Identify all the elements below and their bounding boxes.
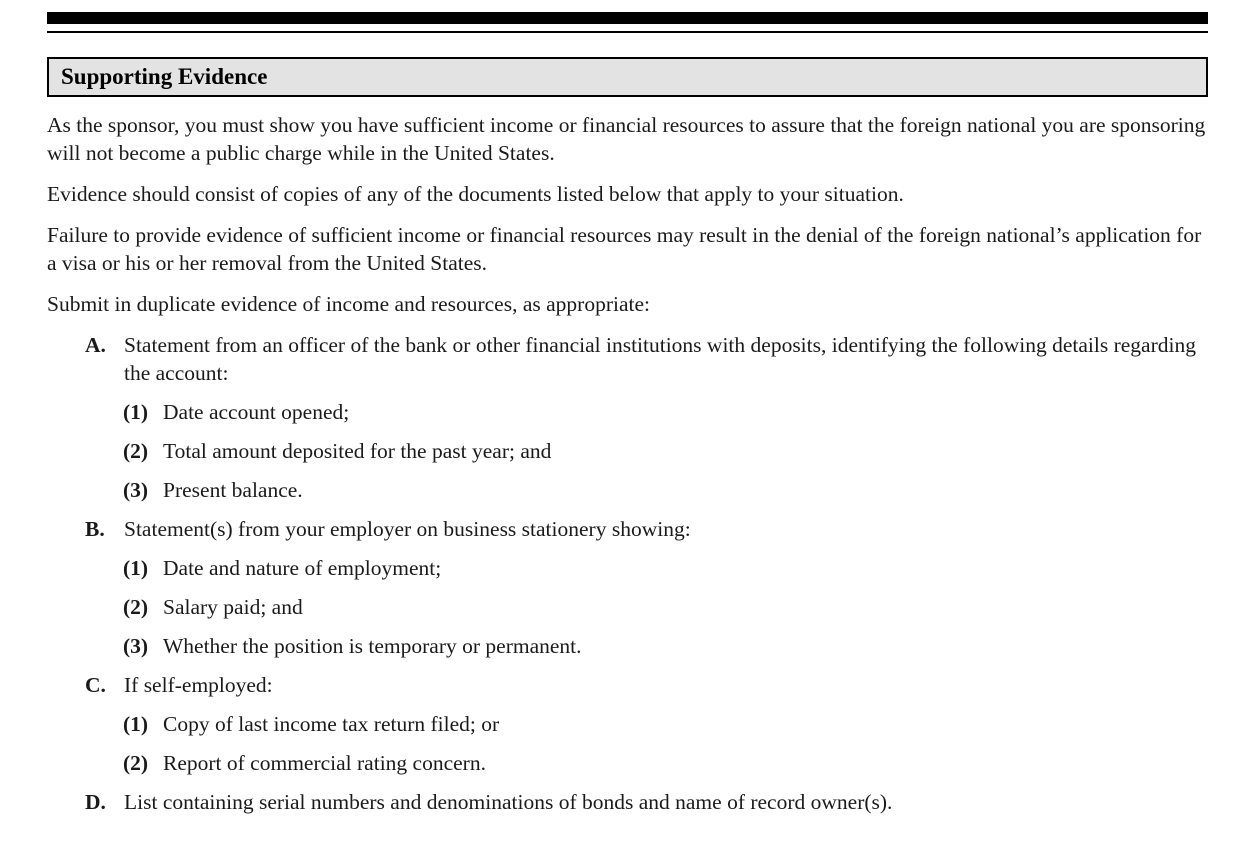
sub-item-label: (2) — [123, 439, 149, 463]
list-item-text: Statement from an officer of the bank or other financial institutions with deposits, identifying the following details regarding the account: — [124, 333, 1196, 385]
sub-item-a-2 — [47, 437, 1208, 465]
sub-item-a-3 — [47, 476, 1208, 504]
sub-item-c-1 — [47, 710, 1208, 738]
sub-item-a-1 — [47, 398, 1208, 426]
sub-item-c-2 — [47, 749, 1208, 777]
sub-item-label: (1) — [123, 712, 149, 736]
sub-item-text: Whether the position is temporary or permanent. — [163, 634, 582, 658]
paragraph-submit-duplicate: Submit in duplicate evidence of income and resources, as appropriate: — [47, 292, 650, 316]
sub-item-text: Salary paid; and — [163, 595, 303, 619]
sub-item-label: (3) — [123, 478, 149, 502]
sub-item-text: Report of commercial rating concern. — [163, 751, 486, 775]
list-item-text: List containing serial numbers and denominations of bonds and name of record owner(s). — [124, 790, 893, 814]
top-thin-rule — [47, 31, 1208, 33]
list-item-label: D. — [85, 790, 106, 814]
sub-item-b-1 — [47, 554, 1208, 582]
document-page — [47, 12, 1208, 827]
list-item-label: B. — [85, 517, 105, 541]
paragraph-evidence-documents: Evidence should consist of copies of any of the documents listed below that apply to your situation. — [47, 182, 904, 206]
top-thick-rule — [47, 12, 1208, 24]
sub-item-text: Date account opened; — [163, 400, 350, 424]
sub-item-label: (2) — [123, 595, 149, 619]
section-body — [47, 111, 1208, 816]
section-header — [47, 57, 1208, 97]
sub-item-b-3 — [47, 632, 1208, 660]
list-item-d — [47, 788, 1208, 816]
sub-item-label: (1) — [123, 400, 149, 424]
list-item-label: C. — [85, 673, 106, 697]
sub-item-text: Present balance. — [163, 478, 303, 502]
list-item-text: Statement(s) from your employer on business stationery showing: — [124, 517, 691, 541]
paragraph-failure-consequence: Failure to provide evidence of sufficient income or financial resources may result in the denial of the foreign national’s application for a visa or his or her removal from the United States. — [47, 223, 1202, 275]
sub-item-label: (1) — [123, 556, 149, 580]
sub-item-label: (2) — [123, 751, 149, 775]
sub-item-text: Total amount deposited for the past year; and — [163, 439, 552, 463]
sub-item-b-2 — [47, 593, 1208, 621]
list-item-c — [47, 671, 1208, 699]
section-title: Supporting Evidence — [61, 64, 268, 89]
paragraph-sponsor-requirement: As the sponsor, you must show you have sufficient income or financial resources to assure that the foreign national you are sponsoring will not become a public charge while in the United States. — [47, 113, 1206, 165]
list-item-label: A. — [85, 333, 106, 357]
list-item-a — [47, 331, 1208, 387]
list-item-b — [47, 515, 1208, 543]
list-item-text: If self-employed: — [124, 673, 273, 697]
sub-item-text: Date and nature of employment; — [163, 556, 442, 580]
sub-item-text: Copy of last income tax return filed; or — [163, 712, 500, 736]
sub-item-label: (3) — [123, 634, 149, 658]
